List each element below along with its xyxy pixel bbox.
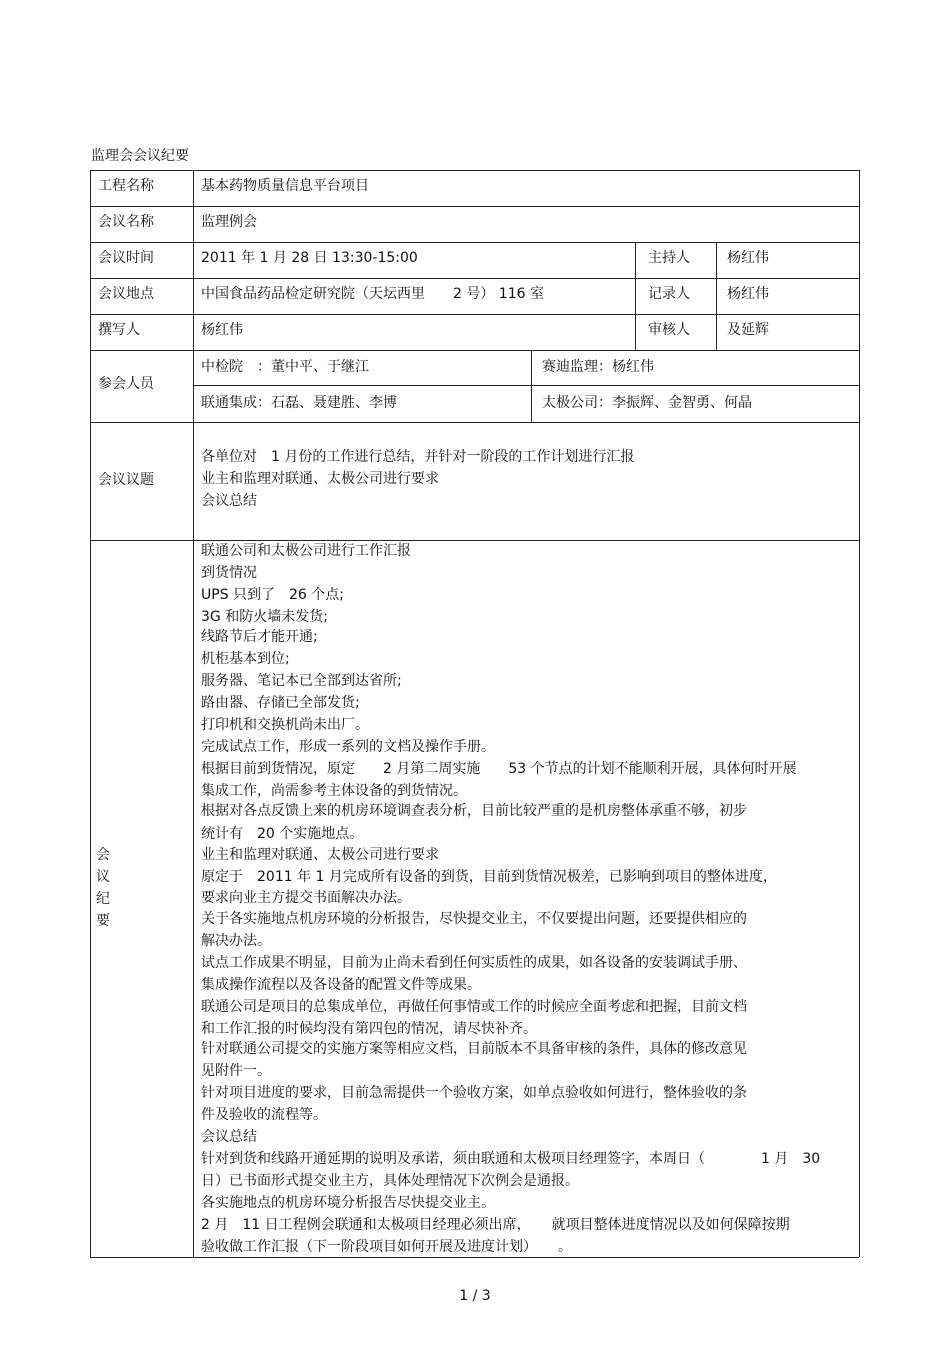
minutes-line: 打印机和交换机尚未出厂。	[201, 717, 369, 733]
writer-value: 杨红伟	[201, 322, 243, 338]
project-value: 基本药物质量信息平台项目	[201, 178, 369, 194]
minutes-line: 2 月 11 日工程例会联通和太极项目经理必须出席， 就项目整体进度情况以及如何保障按期	[201, 1217, 790, 1233]
minutes-line: 根据对各点反馈上来的机房环境调查表分析，目前比较严重的是机房整体承重不够，初步	[201, 803, 747, 819]
minutes-line: 件及验收的流程等。	[201, 1107, 327, 1123]
minutes-label-char: 会	[96, 847, 110, 863]
meeting-time-value: 2011 年 1 月 28 日 13:30-15:00	[201, 250, 418, 266]
minutes-label	[96, 844, 110, 932]
minutes-line: 和工作汇报的时候均没有第四包的情况，请尽快补齐。	[201, 1021, 537, 1037]
minutes-line: 路由器、存储已全部发货;	[201, 695, 360, 711]
minutes-line: 各实施地点的机房环境分析报告尽快提交业主。	[201, 1195, 495, 1211]
location-label: 会议地点	[98, 286, 154, 302]
attendee-cell-zhongjianyuan: 中检院 ：董中平、于继江	[201, 359, 369, 375]
minutes-line: 解决办法。	[201, 933, 271, 949]
minutes-line: 机柜基本到位;	[201, 651, 290, 667]
attendees-label: 参会人员	[98, 376, 154, 392]
minutes-line: 联通公司和太极公司进行工作汇报	[201, 543, 411, 559]
minutes-line: 会议总结	[201, 1129, 257, 1145]
minutes-table	[90, 170, 859, 1257]
project-label: 工程名称	[98, 178, 154, 194]
host-label: 主持人	[648, 250, 690, 266]
topic-item: 会议总结	[201, 493, 257, 509]
minutes-line: 针对到货和线路开通延期的说明及承诺，须由联通和太极项目经理签字，本周日（ 1 月 30	[201, 1151, 821, 1167]
minutes-line: 要求向业主方提交书面解决办法。	[201, 890, 411, 906]
minutes-line: 业主和监理对联通、太极公司进行要求	[201, 847, 439, 863]
minutes-line: 验收做工作汇报（下一阶段项目如何开展及进度计划） 。	[201, 1239, 572, 1255]
minutes-line: 关于各实施地点机房环境的分析报告，尽快提交业主，不仅要提出问题，还要提供相应的	[201, 911, 747, 927]
reviewer-label: 审核人	[648, 322, 690, 338]
document-title: 监理会会议纪要	[91, 148, 189, 164]
attendee-cell-liantong: 联通集成：石磊、聂建胜、李博	[201, 395, 397, 411]
minutes-line: 见附件一。	[201, 1063, 271, 1079]
minutes-line: 根据目前到货情况，原定 2 月第二周实施 53 个节点的计划不能顺利开展，具体何时开展	[201, 761, 797, 777]
minutes-line: 集成操作流程以及各设备的配置文件等成果。	[201, 977, 481, 993]
minutes-label-char: 议	[96, 869, 110, 885]
page-number: 1 / 3	[459, 1288, 491, 1304]
topic-item: 各单位对 1 月份的工作进行总结，并针对一阶段的工作计划进行汇报	[201, 449, 635, 465]
meeting-time-label: 会议时间	[98, 250, 154, 266]
minutes-line: 到货情况	[201, 565, 257, 581]
topics-label: 会议议题	[98, 472, 154, 488]
minutes-line: UPS 只到了 26 个点;	[201, 587, 345, 603]
attendee-cell-saidi: 赛迪监理：杨红伟	[542, 359, 654, 375]
recorder-label: 记录人	[648, 286, 690, 302]
topic-item: 业主和监理对联通、太极公司进行要求	[201, 471, 439, 487]
minutes-line: 完成试点工作，形成一系列的文档及操作手册。	[201, 739, 495, 755]
host-value: 杨红伟	[727, 250, 769, 266]
meeting-name-value: 监理例会	[201, 214, 257, 230]
meeting-name-label: 会议名称	[98, 214, 154, 230]
minutes-line: 针对联通公司提交的实施方案等相应文档，目前版本不具备审核的条件，具体的修改意见	[201, 1041, 747, 1057]
reviewer-value: 及延辉	[727, 322, 769, 338]
recorder-value: 杨红伟	[727, 286, 769, 302]
minutes-line: 试点工作成果不明显，目前为止尚未看到任何实质性的成果，如各设备的安装调试手册、	[201, 955, 747, 971]
minutes-line: 联通公司是项目的总集成单位，再做任何事情或工作的时候应全面考虑和把握，目前文档	[201, 999, 747, 1015]
location-value: 中国食品药品检定研究院（天坛西里 2 号） 116 室	[201, 286, 544, 302]
minutes-line: 集成工作，尚需参考主体设备的到货情况。	[201, 783, 467, 799]
minutes-label-char: 纪	[96, 891, 110, 907]
minutes-label-char: 要	[96, 913, 110, 929]
minutes-line: 针对项目进度的要求，目前急需提供一个验收方案，如单点验收如何进行，整体验收的条	[201, 1085, 747, 1101]
minutes-line: 服务器、笔记本已全部到达省所;	[201, 673, 402, 689]
minutes-line: 3G 和防火墙未发货;	[201, 609, 328, 625]
writer-label: 撰写人	[98, 322, 140, 338]
minutes-line: 统计有 20 个实施地点。	[201, 826, 364, 842]
minutes-line: 原定于 2011 年 1 月完成所有设备的到货，目前到货情况极差，已影响到项目的整体进度，	[201, 869, 777, 885]
minutes-line: 日）已书面形式提交业主方，具体处理情况下次例会是通报。	[201, 1173, 579, 1189]
minutes-line: 线路节后才能开通;	[201, 629, 318, 645]
attendee-cell-taiji: 太极公司：李振辉、金智勇、何晶	[542, 395, 752, 411]
